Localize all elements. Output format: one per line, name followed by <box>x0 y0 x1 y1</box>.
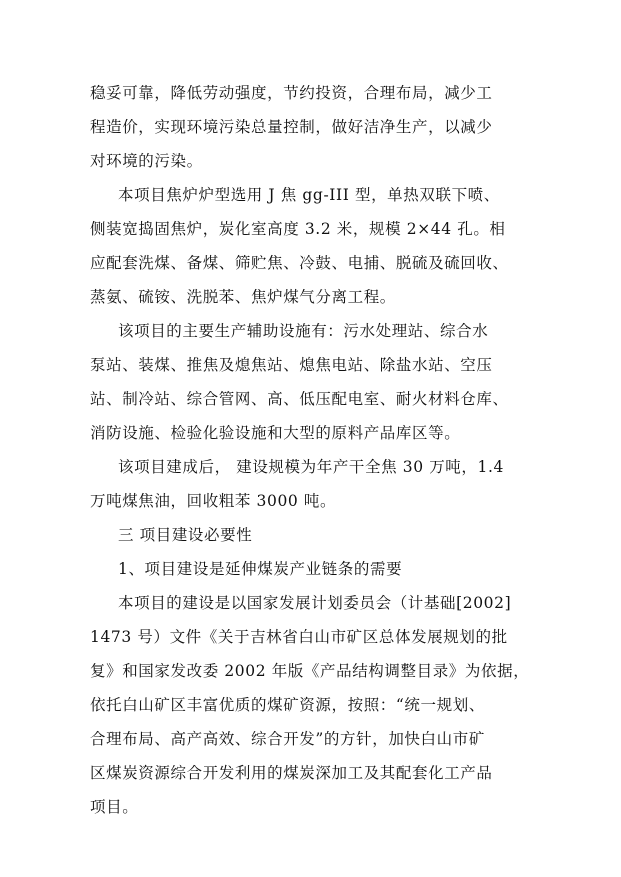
paragraph-line: 程造价，实现环境污染总量控制，做好洁净生产，以减少 <box>90 118 493 136</box>
paragraph-line: 本项目的建设是以国家发展计划委员会（计基础[2002] <box>118 594 512 612</box>
paragraph-line: 该项目建成后， 建设规模为年产干全焦 30 万吨，1.4 <box>118 458 504 476</box>
paragraph-line: 合理布局、高产高效、综合开发”的方针，加快白山市矿 <box>90 730 485 748</box>
paragraph-line: 侧装宽捣固焦炉，炭化室高度 3.2 米，规模 2×44 孔。相 <box>90 220 506 238</box>
paragraph-line: 项目。 <box>90 798 139 816</box>
paragraph-line: 稳妥可靠，降低劳动强度，节约投资，合理布局，减少工 <box>90 84 493 102</box>
paragraph-line: 万吨煤焦油，回收粗苯 3000 吨。 <box>90 492 337 510</box>
paragraph-line: 1473 号）文件《关于吉林省白山市矿区总体发展规划的批 <box>90 628 508 646</box>
paragraph-line: 站、制冷站、综合管网、高、低压配电室、耐火材料仓库、 <box>90 390 509 408</box>
paragraph-line: 该项目的主要生产辅助设施有：污水处理站、综合水 <box>118 322 489 340</box>
section-heading: 三 项目建设必要性 <box>118 526 253 544</box>
paragraph-line: 区煤炭资源综合开发利用的煤炭深加工及其配套化工产品 <box>90 764 493 782</box>
paragraph-line: 应配套洗煤、备煤、筛贮焦、冷鼓、电捕、脱硫及硫回收、 <box>90 254 509 272</box>
paragraph-line: 复》和国家发改委 2002 年版《产品结构调整目录》为依据， <box>90 662 530 680</box>
subsection-heading: 1、项目建设是延伸煤炭产业链条的需要 <box>118 560 403 578</box>
paragraph-line: 依托白山矿区丰富优质的煤矿资源，按照：“统一规划、 <box>90 696 485 714</box>
paragraph-line: 蒸氨、硫铵、洗脱苯、焦炉煤气分离工程。 <box>90 288 396 306</box>
paragraph-line: 对环境的污染。 <box>90 152 203 170</box>
paragraph-line: 本项目焦炉炉型选用 J 焦 gg-III 型，单热双联下喷、 <box>118 186 500 204</box>
paragraph-line: 泵站、装煤、推焦及熄焦站、熄焦电站、除盐水站、空压 <box>90 356 493 374</box>
paragraph-line: 消防设施、检验化验设施和大型的原料产品库区等。 <box>90 424 461 442</box>
